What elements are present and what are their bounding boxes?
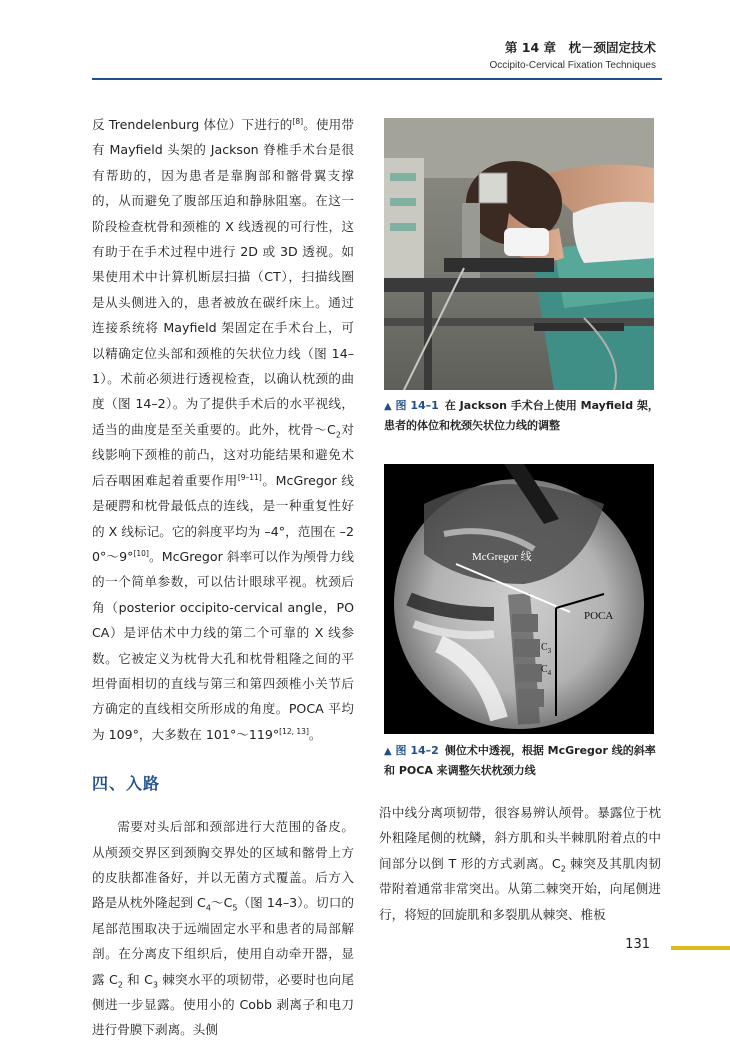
positioning-photo-illustration [384,118,654,390]
paragraph-dissection: 沿中线分离项韧带，很容易辨认颅骨。暴露位于枕外粗隆尾侧的枕鳞，斜方肌和头半棘肌附着点的中间部分以倒 T 形的方式剥离。$C_2$ 棘突及其肌肉韧带附着通常非常突出。从第二棘突开始，向尾侧进行，将短的回旋肌和多裂肌从棘突、椎板 [379,805,661,922]
fluoroscopy-illustration [384,464,654,734]
header-rule [92,78,662,80]
reference-8: [8] [292,116,304,126]
caption-text: 在 Jackson 手术台上使用 Mayfield 架，患者的体位和枕颈矢状位力线的调整 [384,399,659,432]
figure-14-2-fluoroscopy [384,464,654,734]
paragraph-approach: 需要对头后部和颈部进行大范围的备皮。从颅颈交界区到颈胸交界处的区域和髂骨上方的皮肤都准备好，并以无菌方式覆盖。后方入路是从枕外隆起到 $C_4\sim C_5$（图 14–3）。切口的尾部范围取决于远端固定水平和患者的局部解剖。在分离皮下组织后，使用自动牵开器，显露 $C_2$ 和 $C_3$ 棘突水平的项韧带，必要时也向尾侧进一步显露。使用小的 Cobb 剥离子和电刀进行骨膜下剥离。头侧 [92,819,355,1038]
running-header [489,38,656,71]
caption-text: 侧位术中透视，根据 McGregor 线的斜率和 POCA 来调整矢状枕颈力线 [384,744,656,777]
figure-number: 图 14–2 [395,744,439,757]
chapter-title-zh: 第 14 章 枕－颈固定技术 [504,40,656,55]
c4-label: $C_4$ [541,664,552,677]
left-column [92,112,354,1043]
section-heading-approach: 四、入路 [92,774,161,794]
mcgregor-line-label: McGregor 线 [472,551,532,563]
triangle-marker-icon: ▲ [384,746,392,757]
triangle-marker-icon: ▲ [384,401,392,412]
paragraph-positioning: 反 Trendelenburg 体位）下进行的[8]。使用带有 Mayfield 头架的 Jackson 脊椎手术台是很有帮助的，因为患者是靠胸部和髂骨翼支撑的，从而避免了腹部压迫和静脉阻塞。在这一阶段检查枕骨和颈椎的 X 线透视的可行性，这有助于在手术过程中进行 2D 或 3D 透视。如果使用术中计算机断层扫描（CT），扫描线圈是从头侧进入的，患者被放在碳纤床上。通过连接系统将 Mayfield 架固定在手术台上，可以精确定位头部和颈椎的矢状位力线（图 14–1）。术前必须进行透视检查，以确认枕颈的曲度（图 14–2）。为了提供手术后的水平视线，适当的曲度是至关重要的。此外，枕骨$\sim C_2$对线影响下颈椎的前凸，这对功能结果和避免术后吞咽困难起着重要作用[9–11]。McGregor 线是硬腭和枕骨最低点的连线，是一种重复性好的 X 线标记。它的斜度平均为 –4°，范围在 –20°～9°[10]。McGregor 斜率可以作为颅骨力线的一个简单参数，可以估计眼球平视。枕颈后角（posterior occipito-cervical angle，POCA）是评估术中力线的第二个可靠的 X 线参数。它被定义为枕骨大孔和枕骨粗隆之间的平坦骨面相切的直线与第三和第四颈椎小关节后方确定的直线相交所形成的角度。POCA 平均为 109°，大多数在 101°～119°[12, 13]。 [92,116,355,742]
chapter-title-en: Occipito-Cervical Fixation Techniques [489,60,656,71]
reference-12-13: [12, 13] [279,726,309,736]
reference-10: [10] [133,548,149,558]
poca-label: POCA [584,610,614,622]
c3-label: $C_3$ [541,642,552,655]
footer-accent-bar [671,946,730,950]
figure-14-1-photo [384,118,654,390]
page-number: 131 [625,937,650,952]
reference-9-11: [9–11] [237,472,262,482]
figure-14-1-caption [384,396,659,435]
figure-number: 图 14–1 [395,399,439,412]
right-column [379,800,661,927]
figure-14-2-caption [384,741,659,780]
